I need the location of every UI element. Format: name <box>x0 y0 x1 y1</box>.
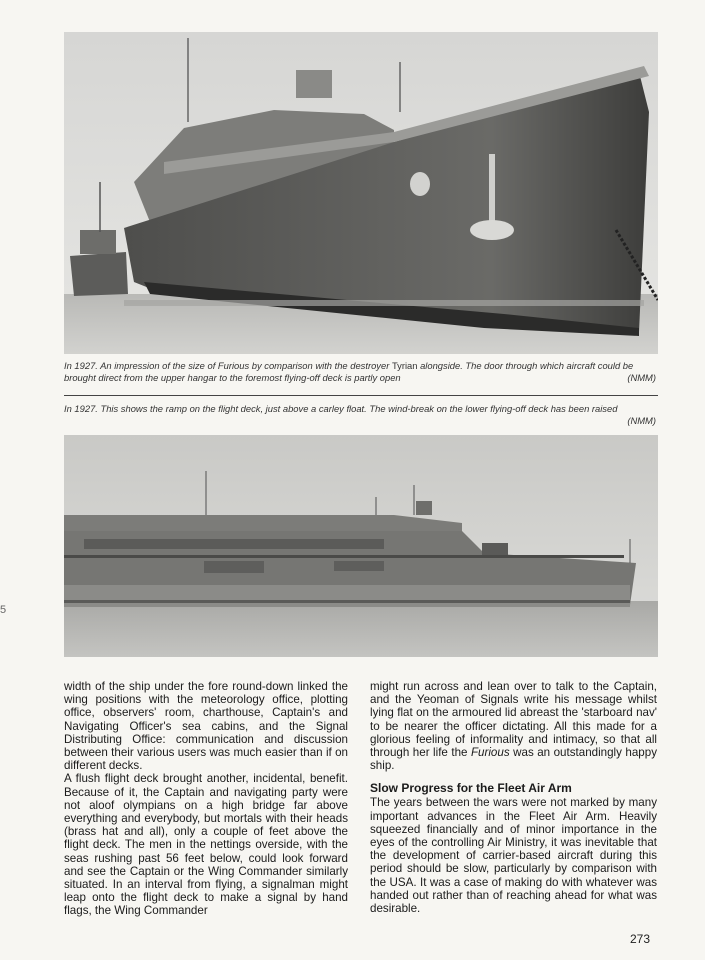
paragraph-text: might run across and lean over to talk to the Captain, and the Yeoman of Signals write his message whilst lying flat on the armoured lid abreast the 'starboard nav' to be nearer the officer dictating. All this made for a glorious feeling of informality and intimacy, so that all through her life the <box>370 680 657 760</box>
photo-credit: (NMM) <box>627 372 656 384</box>
photo-furious-profile <box>64 435 658 657</box>
caption-ship-name: Tyrian <box>391 360 418 371</box>
photo-caption-bottom <box>64 403 658 427</box>
caption-text-continued: alongside. The door through which aircraft could be brought direct from the upper hangar to the foremost flying-off deck is partly open <box>64 360 634 383</box>
caption-divider <box>64 395 658 396</box>
paragraph-text-continued: was an outstandingly happy ship. <box>370 746 658 773</box>
photo-credit: (NMM) <box>627 415 656 427</box>
paragraph: width of the ship under the fore round-down linked the wing positions with the meteorology office, plotting office, observers' room, charthouse, Captain's and Navigating Officer's sea cabins, and the Signal Distributing Office: communication and discussion between their various users was much easier than if on different decks. <box>64 680 348 773</box>
paragraph: The years between the wars were not marked by many important advances in the Fleet Air Arm. Heavily squeezed financially and of minor importance in the eyes of the controlling Air Ministry, it was inevitable that the development of carrier-based aircraft during this period should be slow, particularly by comparison with the USA. It was a case of making do with whatever was handed out rather than of reaching ahead for what was desirable. <box>370 796 657 916</box>
margin-mark: 5 <box>0 604 7 616</box>
body-column-right <box>370 680 657 915</box>
page-number: 273 <box>630 932 651 946</box>
paragraph: A flush flight deck brought another, incidental, benefit. Because of it, the Captain and navigating party were not aloof olympians on a high bridge far above everything and everybody, but mortals with their heads (brass hat and all), only a couple of feet above the flight deck. The men in the nettings overside, with the seas rushing past 56 feet below, could look forward and see the Captain or the Wing Commander similarly situated. In an interval from flying, a signalman might leap onto the flight deck to make a signal by hand flags, the Wing Commander <box>64 772 348 918</box>
body-column-left <box>64 680 348 918</box>
paragraph <box>370 680 657 772</box>
caption-text: In 1927. This shows the ramp on the flight deck, just above a carley float. The wind-break on the lower flying-off deck has been raised <box>64 403 618 414</box>
ship-name: Furious <box>470 746 510 760</box>
photo-furious-bow <box>64 32 658 354</box>
photo-caption-top <box>64 360 658 384</box>
caption-text: In 1927. An impression of the size of Furious by comparison with the destroyer <box>64 360 392 371</box>
section-heading: Slow Progress for the Fleet Air Arm <box>370 781 572 796</box>
